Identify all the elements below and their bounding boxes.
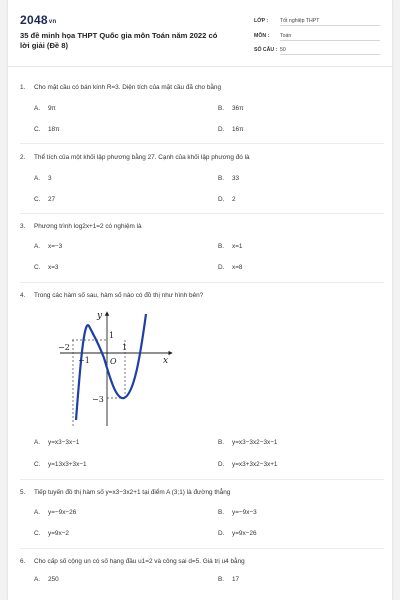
option-letter: B. — [218, 105, 225, 112]
option-text: 18π — [48, 126, 60, 133]
option-text: 17 — [232, 576, 240, 583]
option-text: y=x3−3x−1 — [48, 439, 80, 446]
meta-socau-label: SỐ CÂU : — [254, 47, 278, 53]
option-text: 16π — [232, 126, 244, 133]
option-a[interactable] — [34, 243, 62, 250]
divider — [20, 548, 384, 549]
meta-lop-label: LỚP : — [254, 18, 269, 24]
option-letter: B. — [218, 175, 225, 182]
divider — [20, 282, 384, 283]
question-text: Trong các hàm số sau, hàm số nào có đồ thị như hình bên? — [34, 292, 204, 299]
option-letter: D. — [218, 196, 225, 203]
document-title: 35 đề minh họa THPT Quốc gia môn Toán năm 2022 có lời giải (Đề 8) — [20, 31, 218, 50]
option-text: x=8 — [232, 264, 243, 271]
option-letter: C. — [34, 530, 41, 537]
option-letter: C. — [34, 461, 41, 468]
meta-lop-value: Tốt nghiệp THPT — [280, 18, 380, 26]
option-letter: C. — [34, 196, 41, 203]
option-letter: A. — [34, 576, 41, 583]
option-text: y=−9x−3 — [232, 509, 257, 516]
question-stem — [20, 292, 203, 299]
option-c[interactable] — [34, 530, 69, 537]
option-d[interactable] — [218, 196, 236, 203]
question-stem — [20, 489, 230, 496]
question-text: Tiếp tuyến đồ thị hàm số y=x3−3x2+1 tại điểm A (3;1) là đường thẳng — [34, 489, 231, 496]
x-axis-label: x — [163, 356, 169, 366]
divider — [20, 479, 384, 480]
option-letter: D. — [218, 264, 225, 271]
option-text: x=−3 — [48, 243, 63, 250]
option-text: y=x3+3x2−3x+1 — [232, 461, 278, 468]
option-c[interactable] — [34, 126, 60, 133]
option-text: 2 — [232, 196, 236, 203]
meta-mon-value: Toán — [280, 33, 380, 41]
question-number: 3. — [20, 223, 26, 230]
tick-neg2: −2 — [58, 343, 70, 352]
option-d[interactable] — [218, 530, 257, 537]
question-number: 1. — [20, 84, 26, 91]
origin-label: O — [110, 357, 117, 366]
cubic-curve — [76, 314, 146, 420]
option-letter: A. — [34, 175, 41, 182]
function-graph — [54, 308, 184, 428]
option-text: 36π — [232, 105, 244, 112]
option-a[interactable] — [34, 175, 52, 182]
question-text: Cho mặt cầu có bán kính R=3. Diện tích của mặt cầu đã cho bằng — [34, 84, 222, 91]
option-letter: D. — [218, 530, 225, 537]
logo-suffix: vn — [48, 19, 57, 25]
question-stem — [20, 223, 142, 230]
site-logo[interactable] — [20, 13, 57, 27]
option-c[interactable] — [34, 196, 55, 203]
option-b[interactable] — [218, 243, 242, 250]
option-letter: A. — [34, 509, 41, 516]
tick-x1: 1 — [122, 343, 128, 352]
logo-text: 2048 — [20, 13, 48, 27]
option-d[interactable] — [218, 264, 242, 271]
option-letter: A. — [34, 439, 41, 446]
meta-socau — [254, 47, 380, 55]
option-text: 9π — [48, 105, 56, 112]
option-text: y=x3−3x2−3x−1 — [232, 439, 278, 446]
option-c[interactable] — [34, 264, 58, 271]
option-text: y=−9x−26 — [48, 509, 77, 516]
meta-mon — [254, 33, 380, 41]
option-letter: A. — [34, 243, 41, 250]
question-number: 6. — [20, 558, 26, 565]
question-number: 2. — [20, 154, 26, 161]
tick-neg1: −1 — [78, 356, 90, 365]
question-text: Cho cấp số cộng un có số hạng đầu u1=2 và công sai d=5. Giá trị u4 bằng — [34, 558, 245, 565]
option-text: y=9x−26 — [232, 530, 257, 537]
option-text: 3 — [48, 175, 52, 182]
meta-socau-value: 50 — [280, 47, 380, 55]
question-text: Thể tích của một khối lập phương bằng 27. Cạnh của khối lập phương đó là — [34, 154, 250, 161]
option-text: x=1 — [232, 243, 243, 250]
option-b[interactable] — [218, 439, 277, 446]
option-c[interactable] — [34, 461, 87, 468]
option-letter: A. — [34, 105, 41, 112]
divider — [20, 213, 384, 214]
question-stem — [20, 154, 250, 161]
option-a[interactable] — [34, 439, 79, 446]
option-text: 27 — [48, 196, 56, 203]
divider — [20, 143, 384, 144]
document-header — [8, 0, 392, 67]
tick-neg3: −3 — [92, 395, 104, 404]
question-stem — [20, 84, 221, 91]
option-b[interactable] — [218, 105, 244, 112]
option-text: y=13x3+3x−1 — [48, 461, 87, 468]
question-text: Phương trình log2x+1=2 có nghiệm là — [34, 223, 142, 230]
option-b[interactable] — [218, 175, 239, 182]
option-b[interactable] — [218, 509, 257, 516]
option-letter: B. — [218, 243, 225, 250]
option-a[interactable] — [34, 509, 76, 516]
option-d[interactable] — [218, 126, 244, 133]
question-number: 5. — [20, 489, 26, 496]
document-page — [8, 0, 392, 600]
option-letter: D. — [218, 126, 225, 133]
option-text: y=9x−2 — [48, 530, 69, 537]
tick-y1: 1 — [109, 331, 115, 340]
option-a[interactable] — [34, 576, 59, 583]
meta-mon-label: MÔN : — [254, 33, 270, 39]
option-letter: B. — [218, 576, 225, 583]
y-axis-label: y — [97, 311, 103, 321]
option-letter: B. — [218, 439, 225, 446]
option-letter: C. — [34, 126, 41, 133]
option-b[interactable] — [218, 576, 239, 583]
question-stem — [20, 558, 245, 565]
meta-lop — [254, 18, 380, 26]
option-letter: B. — [218, 509, 225, 516]
option-a[interactable] — [34, 105, 56, 112]
option-text: 250 — [48, 576, 59, 583]
option-text: x=3 — [48, 264, 59, 271]
option-letter: C. — [34, 264, 41, 271]
question-number: 4. — [20, 292, 26, 299]
option-letter: D. — [218, 461, 225, 468]
option-text: 33 — [232, 175, 240, 182]
option-d[interactable] — [218, 461, 277, 468]
